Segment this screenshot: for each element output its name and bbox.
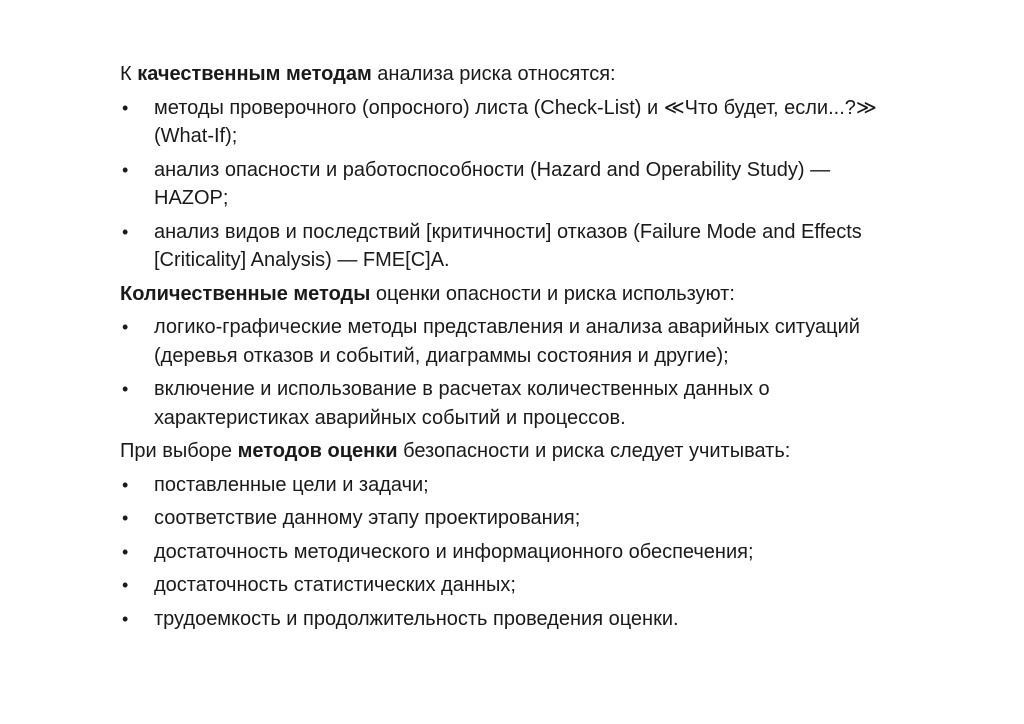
list-item: • логико-графические методы представления и анализа аварийных ситуаций (деревья отказов и событий, диаграммы состояния и другие); <box>120 313 910 370</box>
bullet-icon: • <box>122 221 129 242</box>
list-item: • поставленные цели и задачи; <box>120 471 910 500</box>
bullet-icon: • <box>122 541 129 562</box>
list-item: • трудоемкость и продолжительность проведения оценки. <box>120 605 910 634</box>
bullet-icon: • <box>122 97 129 118</box>
list-item: • методы проверочного (опросного) листа (Check-List) и ≪Что будет, если...?≫ (What-If); <box>120 94 910 151</box>
bullet-icon: • <box>122 608 129 629</box>
bullet-icon: • <box>122 159 129 180</box>
qualitative-methods-heading: К качественным методам анализа риска относятся: <box>120 63 616 85</box>
selection-criteria-heading: При выборе методов оценки безопасности и риска следует учитывать: <box>120 440 791 462</box>
list-item: • включение и использование в расчетах количественных данных о характеристиках аварийных событий и процессов. <box>120 375 910 432</box>
bullet-icon: • <box>122 575 129 595</box>
list-item: • достаточность методического и информационного обеспечения; <box>120 538 910 567</box>
bullet-icon: • <box>122 508 129 528</box>
bullet-icon: • <box>122 379 129 399</box>
bullet-icon: • <box>122 474 129 495</box>
qualitative-methods-term: качественным методам <box>137 63 372 85</box>
bullet-icon: • <box>122 317 129 337</box>
slide-content <box>120 60 910 638</box>
list-item: • анализ опасности и работоспособности (Hazard and Operability Study) — HAZOP; <box>120 156 910 213</box>
list-item: • достаточность статистических данных; <box>120 571 910 600</box>
list-item: • соответствие данному этапу проектирования; <box>120 504 910 533</box>
evaluation-methods-term: методов оценки <box>237 440 398 462</box>
quantitative-methods-heading: Количественные методы оценки опасности и риска используют: <box>120 282 735 305</box>
quantitative-methods-term: Количественные методы <box>120 282 371 305</box>
list-item: • анализ видов и последствий [критичности] отказов (Failure Mode and Effects [Criticality] Analysis) — FME[C]A. <box>120 218 910 275</box>
